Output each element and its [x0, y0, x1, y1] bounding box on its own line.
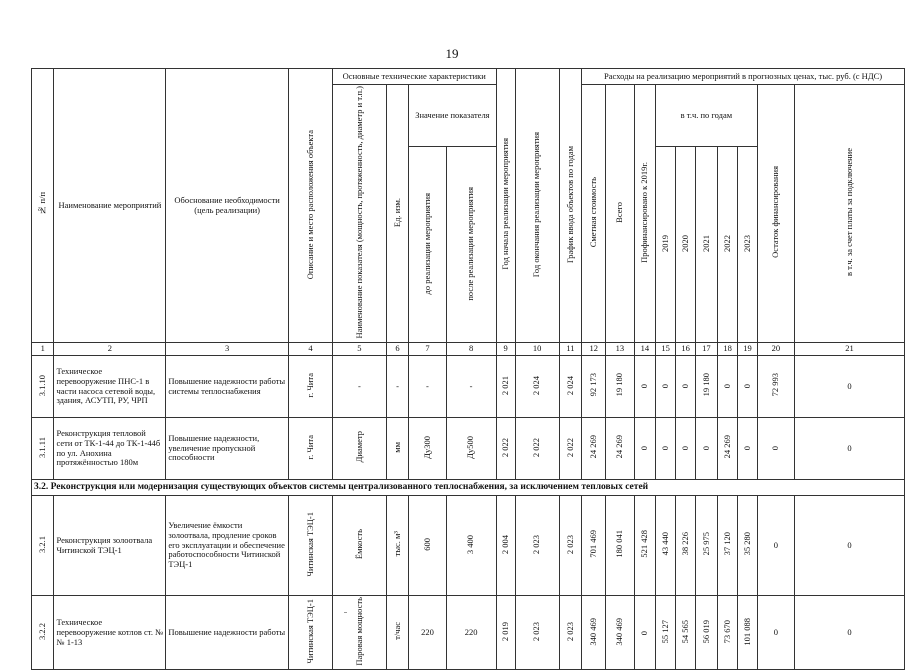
row-start: 2 004 — [499, 534, 510, 554]
col-number: 8 — [446, 343, 496, 356]
row-financed: 0 — [638, 630, 649, 635]
header-total: Всего — [606, 85, 634, 343]
row-name: Техническое перевооружение ПНС-1 в части насоса сетевой воды, здания, АСУТП, РУ, ЧРП — [54, 356, 166, 418]
col-number: 7 — [409, 343, 446, 356]
header-place: Описание и место расположения объекта — [288, 69, 332, 343]
header-year-2022: 2022 — [717, 147, 738, 343]
row-total: 19 180 — [614, 373, 625, 397]
row-rest: 0 — [769, 446, 780, 451]
row-start: 2 021 — [499, 375, 510, 395]
row-place: Читинская ТЭЦ-1 — [304, 511, 315, 577]
row-end: 2 022 — [531, 437, 542, 457]
row-2019: 43 440 — [659, 532, 670, 556]
row-name: Реконструкция золоотвала Читинской ТЭЦ-1 — [54, 496, 166, 596]
row-name: Техническое перевооружение котлов ст. №№ 1-13 — [54, 596, 166, 670]
row-before: 600 — [421, 537, 432, 551]
row-schedule: 2 023 — [564, 621, 575, 641]
col-number: 1 — [32, 343, 54, 356]
row-reason: Повышение надежности работы системы теплоснабжения — [166, 356, 289, 418]
section-title: 3.2. Реконструкция или модернизация существующих объектов системы централизованного теплоснабжения, за исключением тепловых сетей — [32, 480, 905, 496]
header-year-2023: 2023 — [738, 147, 757, 343]
row-param: - — [332, 356, 386, 418]
col-number: 4 — [288, 343, 332, 356]
header-year-2021: 2021 — [696, 147, 718, 343]
header-rest: Остаток финансирования — [757, 85, 794, 343]
row-total: 180 041 — [614, 530, 625, 558]
col-number: 2 — [54, 343, 166, 356]
col-number: 19 — [738, 343, 757, 356]
row-reason: Повышение надежности работы — [166, 596, 289, 670]
header-end-year: Год окончания реализации мероприятия — [515, 69, 559, 343]
row-2023: 0 — [741, 384, 752, 389]
header-schedule: График ввода объектов по годам — [559, 69, 581, 343]
row-rest: 72 993 — [769, 373, 780, 397]
col-number: 6 — [386, 343, 408, 356]
col-number: 13 — [606, 343, 634, 356]
row-estimate: 701 469 — [587, 530, 598, 558]
header-year-2019: 2019 — [656, 147, 676, 343]
row-id: 3.2.1 — [36, 535, 47, 553]
row-reason: Повышение надежности, увеличение пропускной способности — [166, 418, 289, 480]
investment-table — [31, 68, 905, 670]
header-name: Наименование мероприятий — [54, 69, 166, 343]
row-2023: 0 — [741, 446, 752, 451]
row-2019: 0 — [659, 384, 670, 389]
col-number: 16 — [676, 343, 696, 356]
row-2023: 101 088 — [741, 617, 752, 646]
header-financed: Профинансировано к 2019г. — [634, 85, 656, 343]
row-schedule: 2 023 — [564, 534, 575, 554]
row-after: 220 — [446, 596, 496, 670]
col-number: 17 — [696, 343, 718, 356]
row-total: 340 469 — [614, 617, 625, 646]
header-num: № п/п — [32, 69, 54, 343]
row-financed: 0 — [638, 446, 649, 451]
row-start: 2 019 — [499, 621, 510, 641]
col-number: 9 — [496, 343, 515, 356]
row-place: Читинская ТЭЦ-1 — [304, 599, 315, 664]
row-after: - — [446, 356, 496, 418]
col-number: 5 — [332, 343, 386, 356]
col-number: 11 — [559, 343, 581, 356]
col-number: 20 — [757, 343, 794, 356]
header-before: до реализации мероприятия — [409, 147, 446, 343]
row-2020: 0 — [679, 446, 690, 451]
row-2021: 0 — [700, 446, 711, 451]
row-place: г. Чита — [304, 372, 315, 398]
col-number: 12 — [582, 343, 606, 356]
row-param: Диаметр — [353, 431, 364, 463]
col-number: 18 — [717, 343, 738, 356]
col-number: 3 — [166, 343, 289, 356]
column-number-row — [32, 343, 905, 356]
header-param: Наименование показателя (мощность, протяженность, диаметр и т.п.) — [332, 85, 386, 343]
header-cost-group: Расходы на реализацию мероприятий в прогнозных ценах, тыс. руб. (с НДС) — [582, 69, 905, 85]
row-unit: - — [386, 356, 408, 418]
header-value-group: Значение показателя — [409, 85, 496, 147]
header-years-group: в т.ч. по годам — [656, 85, 757, 147]
header-tech-group: Основные технические характеристики — [332, 69, 496, 85]
row-2020: 54 565 — [679, 619, 690, 644]
header-reason: Обоснование необходимости (цель реализации) — [166, 69, 289, 343]
row-before: - — [409, 356, 446, 418]
row-2022: 24 269 — [721, 435, 732, 459]
row-name: Реконструкция тепловой сети от ТК-1-44 до ТК-1-44б по ул. Анохина протяжённостью 180м — [54, 418, 166, 480]
col-number: 21 — [795, 343, 905, 356]
row-unit: тыс. м³ — [391, 531, 402, 557]
row-estimate: 340 469 — [587, 617, 598, 646]
header-after: после реализации мероприятия — [446, 147, 496, 343]
row-connection: 0 — [795, 496, 905, 596]
row-2019: 55 127 — [659, 619, 670, 644]
row-connection: 0 — [795, 356, 905, 418]
row-schedule: 2 024 — [564, 375, 575, 395]
header-unit: Ед. изм. — [386, 85, 408, 343]
row-2022: 73 670 — [721, 619, 732, 644]
table-row — [32, 418, 905, 480]
row-estimate: 24 269 — [587, 435, 598, 459]
row-rest: 0 — [757, 596, 794, 670]
row-2023: 35 280 — [741, 532, 752, 556]
row-connection: 0 — [795, 596, 905, 670]
header-connection: в т.ч. за счет платы за подключение — [795, 85, 905, 343]
row-2020: 38 226 — [679, 532, 690, 556]
row-unit: т/час — [391, 622, 402, 641]
row-after: 3 400 — [465, 534, 476, 554]
scan-mark — [344, 612, 347, 613]
row-place: г. Чита — [304, 434, 315, 460]
col-number: 15 — [656, 343, 676, 356]
row-before: Ду300 — [421, 435, 432, 459]
table-row — [32, 356, 905, 418]
row-end: 2 024 — [531, 375, 542, 395]
row-total: 24 269 — [614, 435, 625, 459]
header-year-2020: 2020 — [676, 147, 696, 343]
row-financed: 0 — [638, 384, 649, 389]
row-schedule: 2 022 — [564, 437, 575, 457]
row-id: 3.2.2 — [36, 622, 47, 640]
row-start: 2 022 — [499, 437, 510, 457]
col-number: 14 — [634, 343, 656, 356]
row-param: Ёмкость — [353, 529, 364, 560]
row-after: Ду500 — [465, 435, 476, 459]
row-estimate: 92 173 — [587, 373, 598, 397]
row-before: 220 — [409, 596, 446, 670]
row-2022: 0 — [721, 384, 732, 389]
row-unit: мм — [391, 441, 402, 453]
row-end: 2 023 — [531, 621, 542, 641]
row-2021: 56 019 — [700, 619, 711, 644]
page-number: 19 — [445, 46, 459, 61]
row-2021: 19 180 — [700, 373, 711, 397]
row-id: 3.1.10 — [36, 374, 47, 396]
table-row — [32, 596, 905, 670]
row-param: Паровая мощность — [353, 597, 364, 666]
row-reason: Увеличение ёмкости золоотвала, продление сроков его эксплуатации и обеспечение работоспособности Читинской ТЭЦ-1 — [166, 496, 289, 596]
row-financed: 521 428 — [638, 530, 649, 558]
row-id: 3.1.11 — [36, 436, 47, 458]
header-start-year: Год начала реализации мероприятия — [496, 69, 515, 343]
row-2021: 25 975 — [700, 532, 711, 556]
table-row — [32, 496, 905, 596]
row-rest: 0 — [757, 496, 794, 596]
header-estimate: Сметная стоимость — [582, 85, 606, 343]
row-2019: 0 — [659, 446, 670, 451]
row-2020: 0 — [679, 384, 690, 389]
row-connection: 0 — [795, 418, 905, 480]
row-end: 2 023 — [531, 534, 542, 554]
col-number: 10 — [515, 343, 559, 356]
row-2022: 37 120 — [721, 532, 732, 556]
